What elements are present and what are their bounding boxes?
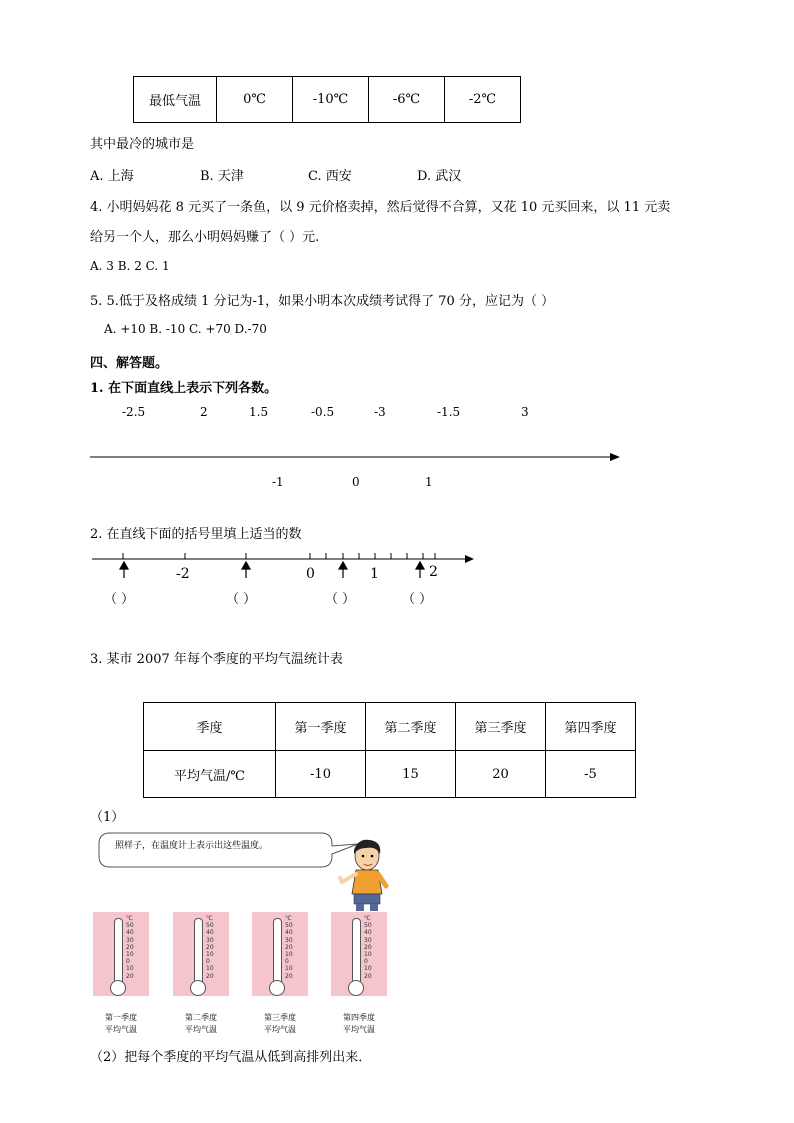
speech-bubble	[96, 830, 366, 874]
q4-options: A. 3 B. 2 C. 1	[90, 259, 170, 273]
q3-option-a: A. 上海	[90, 169, 134, 184]
p2-axis-label: 0	[306, 566, 315, 582]
p1-axis-label: 0	[352, 475, 360, 489]
p1-axis-label: -1	[272, 475, 284, 489]
p1-number: -1.5	[437, 405, 461, 419]
section-title: 四、解答题。	[90, 356, 169, 371]
table-cell: -10℃	[293, 77, 369, 123]
p2-number-line	[90, 550, 480, 590]
table-cell: -10	[276, 751, 366, 798]
thermometer-caption: 第四季度 平均气温	[343, 1013, 375, 1034]
thermometer[interactable]	[252, 912, 308, 996]
thermometer-caption: 第一季度 平均气温	[105, 1013, 137, 1034]
p1-number: -2.5	[122, 405, 146, 419]
q3-option-c: C. 西安	[308, 169, 352, 184]
p1-number: 3	[521, 405, 529, 419]
subquestion-2: （2）把每个季度的平均气温从低到高排列出来．	[90, 1050, 372, 1065]
p2-axis-label: -2	[176, 566, 190, 582]
p1-axis-label: 1	[425, 475, 433, 489]
table-header: 第一季度	[276, 703, 366, 751]
thermometer[interactable]	[331, 912, 387, 996]
q5-options: A. +10 B. -10 C. +70 D.-70	[104, 322, 267, 336]
answer-bracket[interactable]: （ ）	[104, 592, 135, 607]
table-cell: 20	[456, 751, 546, 798]
table-header: 第二季度	[366, 703, 456, 751]
subquestion-1: （1）	[90, 810, 125, 825]
p2-axis-label: 2	[429, 564, 438, 580]
up-arrow-icon	[339, 562, 347, 569]
table-cell: 0℃	[217, 77, 293, 123]
thermometer-scale: ℃ 50 40 30 20 10 0 10 20	[285, 915, 293, 980]
thermometer-caption: 第三季度 平均气温	[264, 1013, 296, 1034]
answer-bracket[interactable]: （ ）	[402, 592, 433, 607]
temperature-table	[143, 702, 636, 798]
table-cell: 15	[366, 751, 456, 798]
lowest-temp-table	[133, 76, 521, 123]
q5-line: 5. 5.低于及格成绩 1 分记为-1，如果小明本次成绩考试得了 70 分，应记为（ ）	[90, 294, 555, 309]
q4-line1: 4. 小明妈妈花 8 元买了一条鱼，以 9 元价格卖掉，然后觉得不合算，又花 10 元买回来，以 11 元卖	[90, 200, 671, 215]
q3-option-b: B. 天津	[200, 169, 244, 184]
table-cell: -6℃	[369, 77, 445, 123]
table-label: 最低气温	[134, 77, 217, 123]
problem2-title: 2. 在直线下面的括号里填上适当的数	[90, 527, 302, 542]
boy-illustration	[332, 836, 392, 912]
thermometer[interactable]	[173, 912, 229, 996]
p1-number: -3	[374, 405, 386, 419]
thermometer[interactable]	[93, 912, 149, 996]
p1-number: 2	[200, 405, 208, 419]
speech-text: 照样子，在温度计上表示出这些温度。	[115, 841, 269, 851]
table-row-label: 平均气温/℃	[144, 751, 276, 798]
table-header: 第四季度	[546, 703, 636, 751]
q3-option-d: D. 武汉	[417, 169, 462, 184]
p2-axis-label: 1	[370, 566, 379, 582]
answer-bracket[interactable]: （ ）	[226, 592, 257, 607]
thermometer-scale: ℃ 50 40 30 20 10 0 10 20	[126, 915, 134, 980]
axis-arrow-icon	[610, 453, 620, 461]
table-header: 第三季度	[456, 703, 546, 751]
problem3-title: 3. 某市 2007 年每个季度的平均气温统计表	[90, 652, 343, 667]
problem1-title: 1. 在下面直线上表示下列各数。	[90, 381, 278, 396]
axis-arrow-icon	[465, 555, 474, 563]
thermometer-scale: ℃ 50 40 30 20 10 0 10 20	[364, 915, 372, 980]
p1-number: -0.5	[311, 405, 335, 419]
thermometer-caption: 第二季度 平均气温	[185, 1013, 217, 1034]
up-arrow-icon	[416, 562, 424, 569]
thermometer-scale: ℃ 50 40 30 20 10 0 10 20	[206, 915, 214, 980]
q3-stem: 其中最冷的城市是	[90, 137, 195, 152]
up-arrow-icon	[242, 562, 250, 569]
answer-bracket[interactable]: （ ）	[325, 592, 356, 607]
table-cell: -2℃	[445, 77, 521, 123]
table-cell: -5	[546, 751, 636, 798]
p1-number: 1.5	[249, 405, 269, 419]
up-arrow-icon	[120, 562, 128, 569]
q4-line2: 给另一个人，那么小明妈妈赚了（ ）元.	[90, 230, 320, 245]
p1-number-line	[88, 450, 628, 464]
table-header: 季度	[144, 703, 276, 751]
